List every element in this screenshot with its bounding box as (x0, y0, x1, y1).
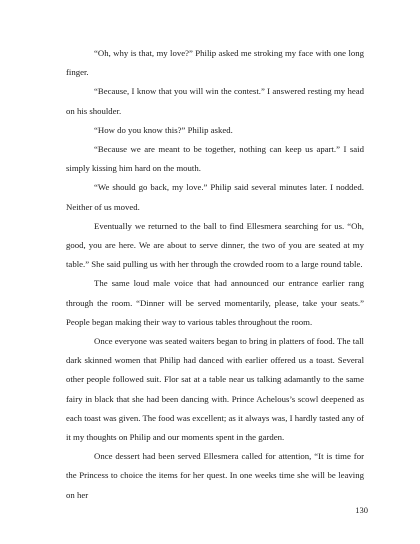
page-number: 130 (355, 505, 368, 515)
body-text (66, 44, 364, 505)
paragraph: “Because we are meant to be together, nothing can keep us apart.” I said simply kissing him hard on the mouth. (66, 144, 364, 174)
paragraph: Eventually we returned to the ball to find Ellesmera searching for us. “Oh, good, you are here. We are about to serve dinner, the two of you are seated at my table.” She said pulling us with her through the crowded room to a large round table. (66, 220, 364, 270)
paragraph: The same loud male voice that had announced our entrance earlier rang through the room. “Dinner will be served momentarily, please, take your seats.” People began making their way to various tables throughout the room. (66, 278, 364, 327)
paragraph: “We should go back, my love.” Philip said several minutes later. I nodded. Neither of us moved. (66, 182, 364, 212)
paragraph: “Oh, why is that, my love?” Philip asked me stroking my face with one long finger. (66, 48, 364, 78)
paragraph: “How do you know this?” Philip asked. (94, 124, 233, 135)
paragraph: Once everyone was seated waiters began to bring in platters of food. The tall dark skinned women that Philip had danced with earlier offered us a toast. Several other people followed suit. Flor sat at a table near us talking adamantly to the same fairy in black that she had been dancing with. Prince Achelous’s scowl deepened as each toast was given. The food was excellent; as it always was, I hardly tasted any of it my thoughts on Philip and our moments spent in the garden. (66, 336, 364, 443)
paragraph: “Because, I know that you will win the contest.” I answered resting my head on his shoulder. (66, 86, 364, 116)
paragraph: Once dessert had been served Ellesmera called for attention, “It is time for the Princess to choice the items for her quest. In one weeks time she will be leaving on her (66, 451, 364, 500)
